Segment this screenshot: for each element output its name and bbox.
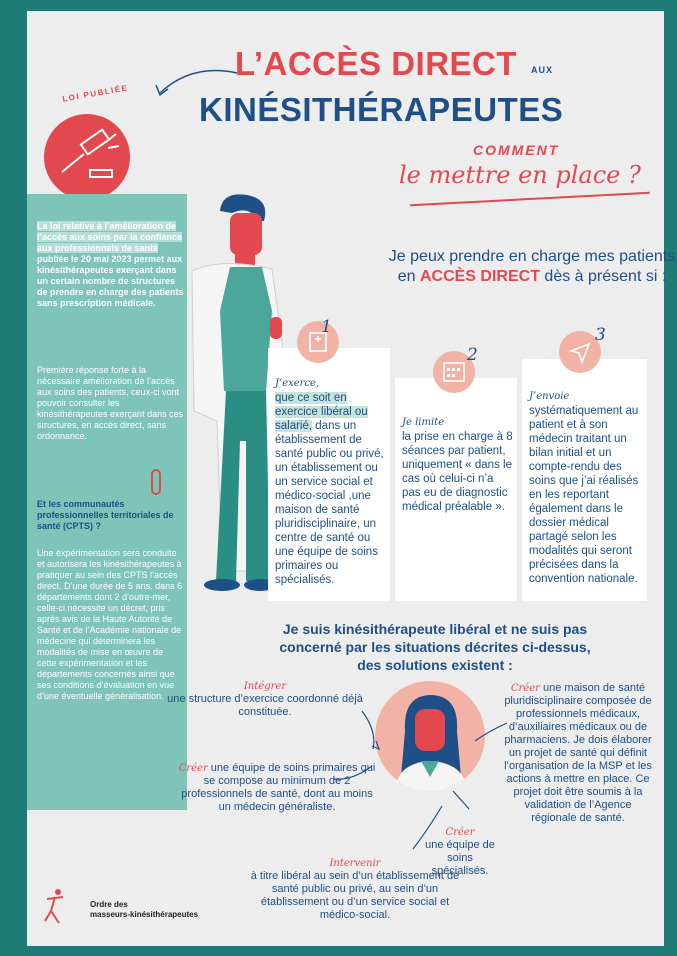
footer-line-1: Ordre des (90, 900, 128, 909)
solution-intervenir-text: à titre libéral au sein d’un établissement de santé public ou privé, au sein d’un établissement ou d’un service social et médico-social. (250, 870, 460, 921)
solution-integrer (167, 680, 363, 719)
card-2-body: la prise en charge à 8 séances par patient, uniquement « dans le cas où celui-ci n’a pas eu de diagnostic médical préalable ». (402, 431, 513, 513)
sidebar-para-2: Première réponse forte à la nécessaire amélioration de l’accès aux soins des patients, ceux-ci vont pouvoir consulter les kinésithérapeutes exerçant dans ces structures, en accès direct, sans ordonnance. (37, 365, 184, 441)
paperclip-icon (151, 469, 161, 495)
cpts-text: Une expérimentation sera conduite et autorisera les kinésithérapeutes à pratiquer au sein des CPTS l’accès direct. D’une durée de 5 ans, dans 6 départements dont 2 d’outre-mer, celle-ci nécessite un décret, pris après avis de la Haute Autorité de Santé et de l’Académie nationale de médecine qui déterminera les modalités de mise en œuvre de cette expérimentation et les départements concernés ainsi que ses conditions d’évaluation en vue d’une éventuelle généralisation. (37, 548, 183, 701)
sidebar-law-name: La loi relative à l’amélioration de l’accès aux soins par la confiance aux professionnels de santé (37, 221, 183, 253)
intro-text (387, 247, 677, 287)
hospital-icon (297, 321, 339, 363)
poster (27, 11, 676, 946)
intro-highlight: ACCÈS DIRECT (419, 268, 540, 285)
gavel-icon (44, 114, 130, 200)
solution-integrer-text: une structure d’exercice coordonné déjà constituée. (167, 693, 363, 718)
card-3-body: systématiquement au patient et à son médecin traitant un bilan initial et un compte-rendu des soins que j’ai réalisés en les reportant également dans le dossier médical partagé selon les modalités qui seront précisées dans la convention nationale. (529, 405, 639, 585)
card-1-highlight: que ce soit en exercice libéral ou salarié, (275, 392, 368, 432)
card-1-text (275, 376, 387, 587)
solution-intervenir-lead: Intervenir (329, 858, 381, 869)
card-2-lead: Je limite (402, 417, 445, 428)
solution-creer-3-lead: Créer (510, 683, 540, 694)
card-1-number: 1 (321, 317, 332, 337)
ordre-logo-icon (41, 887, 71, 927)
solution-creer-1-lead: Créer (178, 763, 208, 774)
card-3-text (529, 389, 644, 586)
card-1-body: dans un établissement de santé public ou privé, un établissement ou un service social et médico-social ,une maison de santé pluridisciplinaire, un centre de santé ou une équipe de soins primaires ou spécialisés. (275, 420, 384, 586)
comment-label: COMMENT (473, 142, 560, 158)
ordre-footer (90, 900, 198, 920)
card-2-number: 2 (467, 345, 478, 365)
title-line-2: KINÉSITHÉRAPEUTES (199, 91, 564, 128)
title-aux: AUX (531, 65, 554, 75)
solution-creer-equipe-specialisee (422, 826, 498, 878)
solution-creer-1-text: une équipe de soins primaires qui se compose au minimum de 2 professionnels de santé, dont au moins un médecin généraliste. (181, 762, 376, 813)
subtitle-underline (410, 192, 650, 207)
solution-creer-3-text: une maison de santé pluridisciplinaire composée de professionnels médicaux, d’auxiliaires médicaux ou de pharmaciens. Je dois élaborer un projet de santé qui définit l’organisation de la MSP et les actions à mettre en place. Ce projet doit être soumis à la validation de l’Agence régionale de santé. (504, 682, 652, 824)
solution-integrer-lead: Intégrer (243, 681, 287, 692)
intro-a: Je peux prendre en charge mes patients en (388, 248, 676, 285)
solution-creer-msp (503, 682, 653, 825)
cpts-title: Et les communautés professionnelles territoriales de santé (CPTS) ? (37, 499, 174, 531)
intro-b: dès à présent si : (539, 268, 667, 285)
footer-line-2: masseurs-kinésithérapeutes (90, 910, 199, 919)
arrow-icon (152, 63, 242, 103)
card-3-number: 3 (595, 325, 606, 345)
solutions-intro: Je suis kinésithérapeute libéral et ne suis pas concerné par les situations décrites ci-dessus, des solutions existent : (279, 621, 591, 673)
loi-publiee-badge: LOI PUBLIÉE (61, 83, 130, 104)
solution-creer-equipe-primaire (177, 762, 377, 814)
solution-creer-2-text: une équipe de soins spécialisés. (425, 839, 495, 877)
card-2-text (402, 415, 514, 514)
card-3-lead: J’envoie (529, 391, 570, 402)
solution-creer-2-lead: Créer (445, 827, 475, 838)
card-1-lead: J’exerce, (275, 378, 320, 389)
title-line-1: L’ACCÈS DIRECT (235, 45, 518, 82)
sidebar-law-rest: publiée le 20 mai 2023 permet aux kinésithérapeutes exerçant dans un certain nombre de structures de prendre en charge des patients sans prescription médicale. (37, 254, 184, 308)
subtitle-mettre: le mettre en place ? (399, 161, 641, 189)
